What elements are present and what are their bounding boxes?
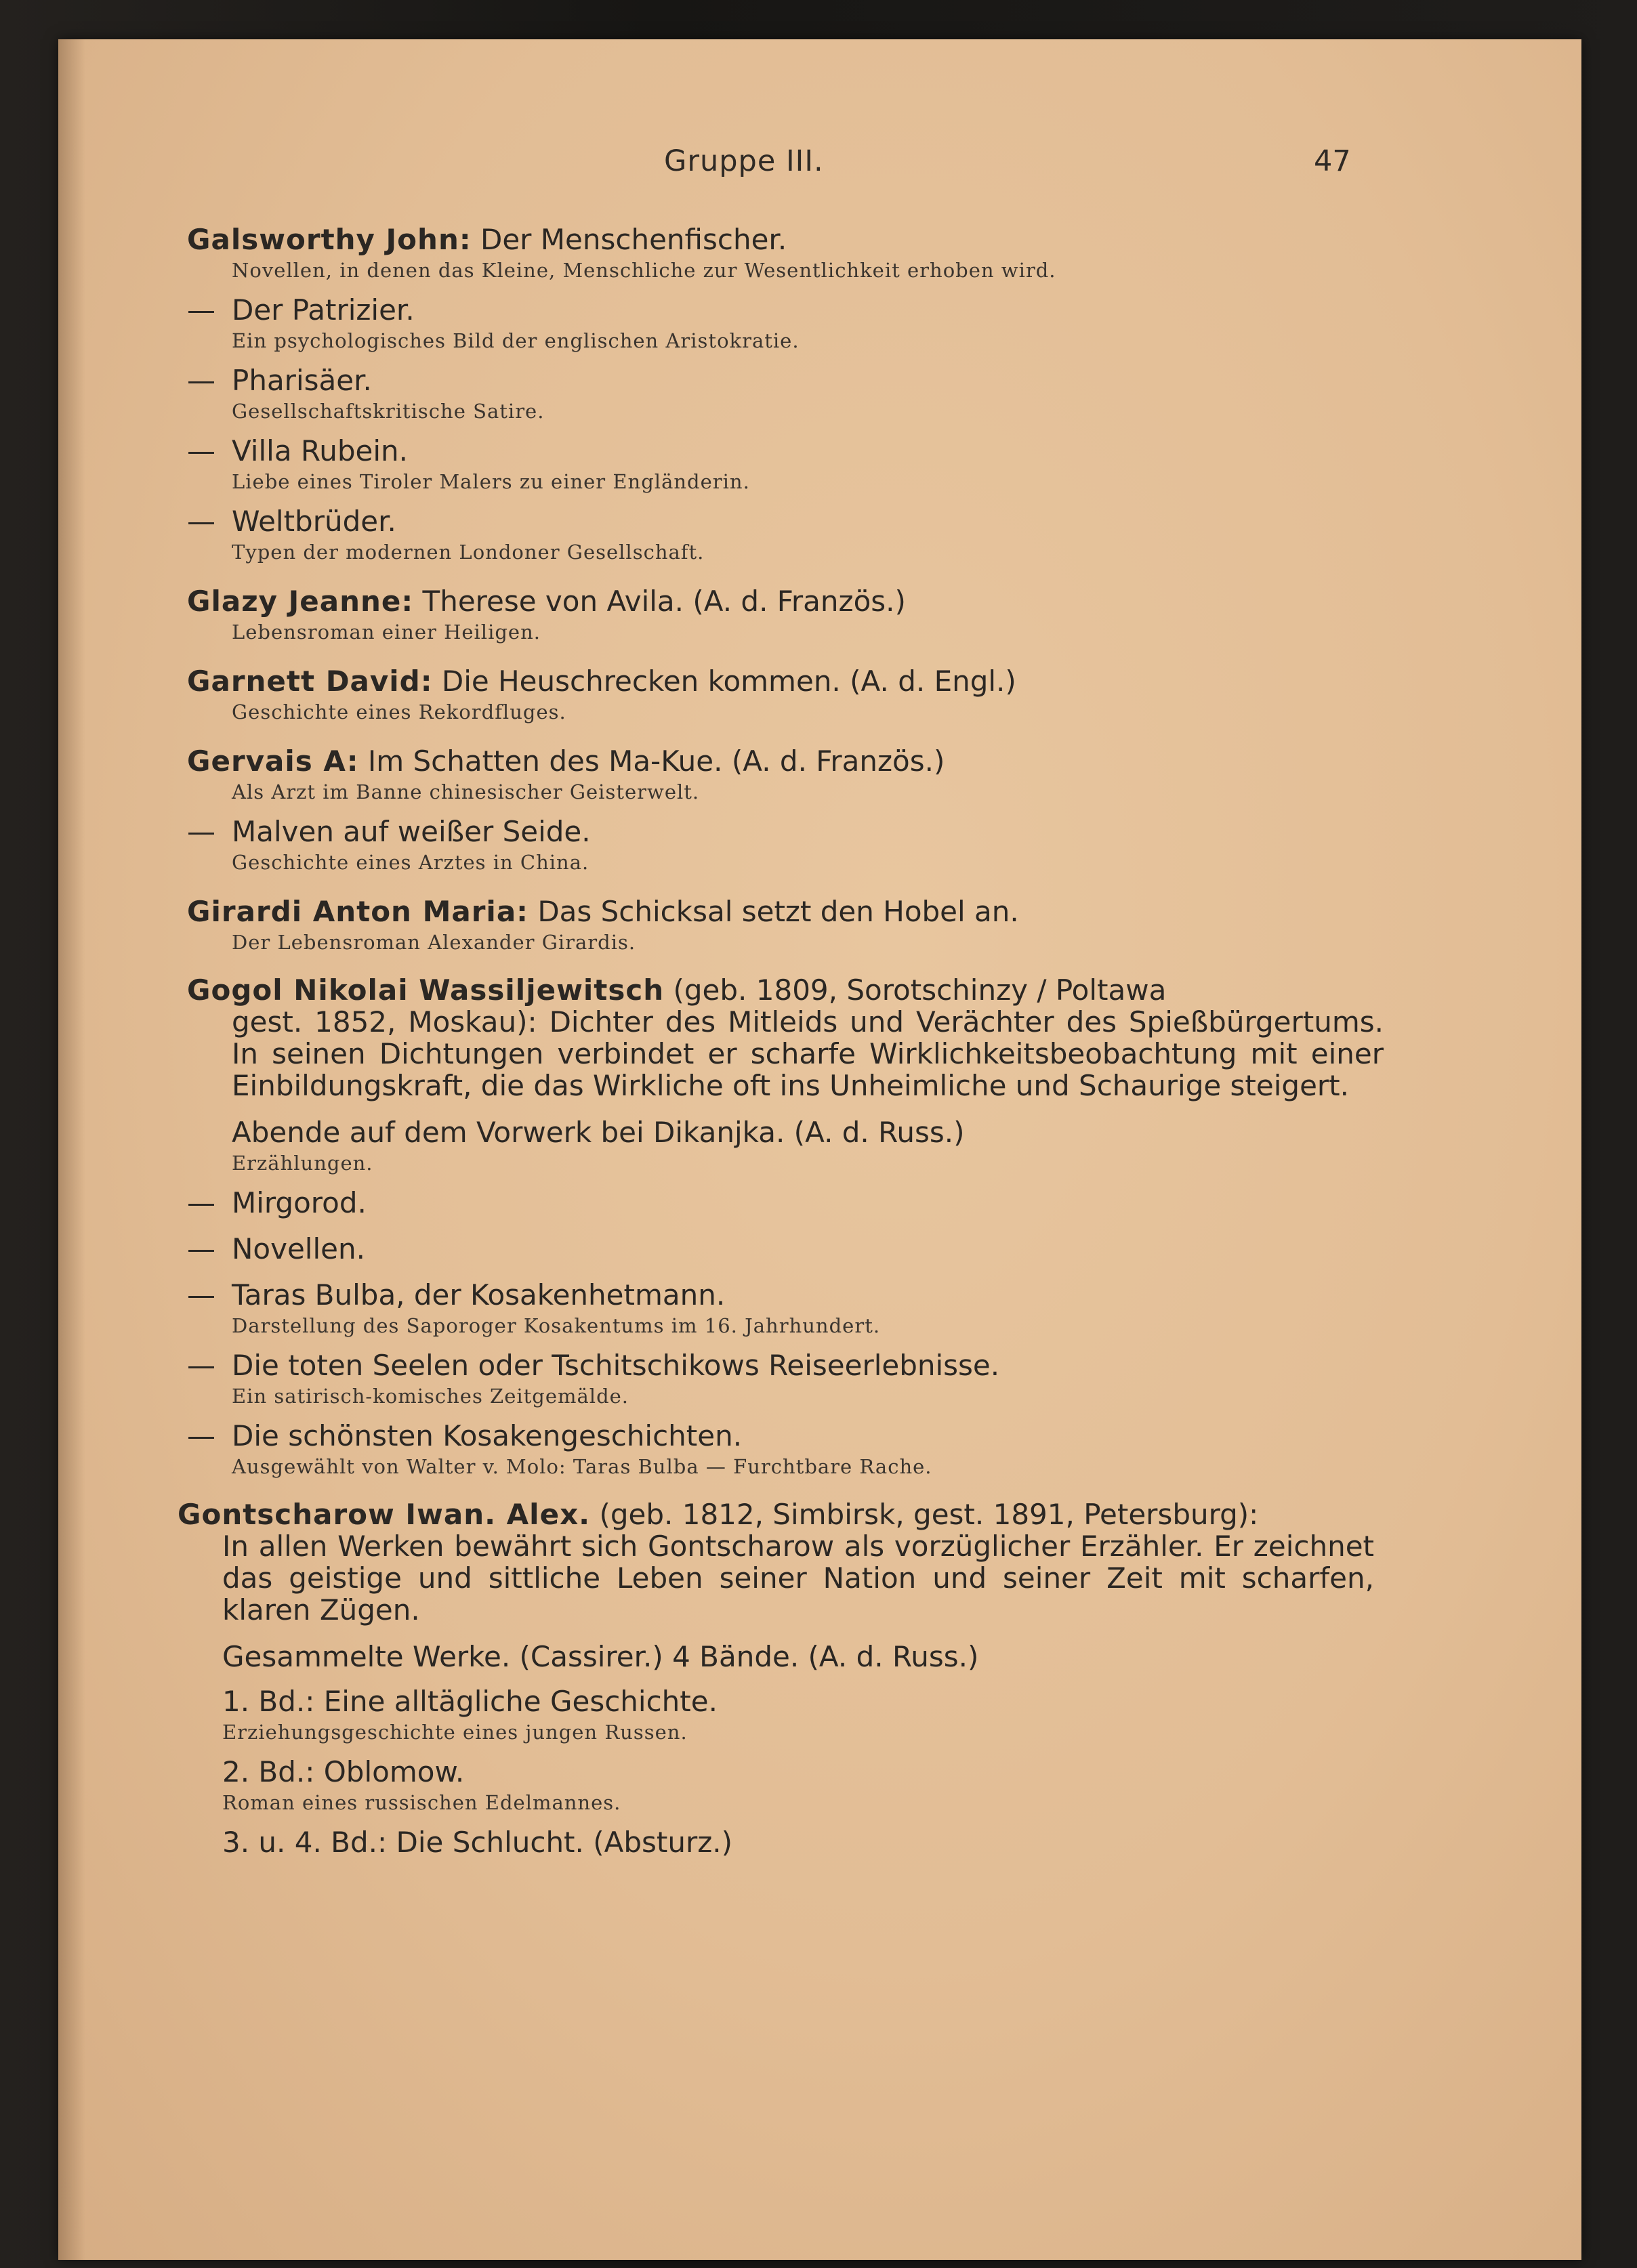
work-title: Die Heuschrecken kommen. (A. d. Engl.) [432, 665, 1016, 698]
book-page [58, 39, 1581, 2260]
work-title: Pharisäer. [232, 364, 372, 397]
work-line [187, 363, 1407, 398]
author-name: Girardi Anton Maria: [187, 895, 529, 928]
work-description: Ausgewählt von Walter v. Molo: Taras Bulba — Furchtbare Rache. [232, 1455, 932, 1478]
work-description: Ein psychologisches Bild der englischen Aristokratie. [232, 329, 800, 352]
work-title: Novellen. [232, 1232, 365, 1265]
work-description: Darstellung des Saporoger Kosakentums im 16. Jahrhundert. [232, 1314, 881, 1337]
author-biography: In allen Werken bewährt sich Gontscharow als vorzüglicher Erzähler. Er zeichnet das geistige und sittliche Leben seiner Nation und seiner Zeit mit scharfen, klaren Zügen. [222, 1530, 1374, 1626]
page-content [178, 222, 1407, 1879]
volume-title: 3. u. 4. Bd.: Die Schlucht. (Absturz.) [222, 1826, 733, 1859]
work-description: Novellen, in denen das Kleine, Menschliche zur Wesentlichkeit erhoben wird. [232, 259, 1056, 282]
volume-title: 1. Bd.: Eine alltägliche Geschichte. [222, 1685, 718, 1718]
work-description: Geschichte eines Arztes in China. [232, 851, 589, 874]
author-name: Gontscharow Iwan. Alex. [178, 1498, 591, 1531]
work-title: Die schönsten Kosakengeschichten. [232, 1419, 743, 1452]
author-name: Glazy Jeanne: [187, 585, 414, 618]
page-header [58, 144, 1581, 198]
work-description: Gesellschaftskritische Satire. [232, 400, 545, 423]
work-line [187, 1348, 1407, 1383]
work-title: Malven auf weißer Seide. [232, 815, 591, 848]
entry-galsworthy [187, 222, 1407, 565]
work-description: Lebensroman einer Heiligen. [232, 621, 541, 644]
entry-heading [178, 1498, 1374, 1530]
work-title: Abende auf dem Vorwerk bei Dikanjka. (A. d. Russ.) [232, 1116, 965, 1149]
entry-girardi [187, 894, 1407, 955]
work-description: Typen der modernen Londoner Gesellschaft. [232, 541, 705, 564]
work-line [187, 814, 1407, 849]
author-name: Gervais A: [187, 744, 359, 778]
work-description: Geschichte eines Rekordfluges. [232, 700, 566, 723]
page-number: 47 [1314, 144, 1351, 178]
work-title: Das Schicksal setzt den Hobel an. [528, 895, 1019, 928]
volume-description: Roman eines russischen Edelmannes. [222, 1791, 621, 1814]
work-title: Der Menschenfischer. [471, 223, 787, 256]
author-biography: gest. 1852, Moskau): Dichter des Mitleids und Verächter des Spießbürgertums. In seinen Dichtungen verbindet er scharfe Wirklichkeitsbeobachtung mit einer Einbildungskraft, die das Wirkliche oft ins Unheimliche und Schaurige steigert. [232, 1005, 1384, 1102]
collection-title: Gesammelte Werke. (Cassirer.) 4 Bände. (A. d. Russ.) [222, 1640, 979, 1673]
work-title: Villa Rubein. [232, 434, 408, 467]
work-description: Als Arzt im Banne chinesischer Geisterwelt. [232, 780, 700, 803]
work-title: Taras Bulba, der Kosakenhetmann. [232, 1278, 726, 1311]
entry-gogol [187, 974, 1407, 1479]
entry-heading [187, 744, 1407, 779]
work-description: Erzählungen. [232, 1152, 373, 1175]
dash: — [187, 1419, 215, 1452]
entry-gontscharow [178, 1498, 1407, 1860]
work-title: Die toten Seelen oder Tschitschikows Reiseerlebnisse. [232, 1349, 1000, 1382]
volume-title: 2. Bd.: Oblomow. [222, 1755, 465, 1788]
work-line [187, 504, 1407, 539]
entry-heading [187, 974, 1384, 1006]
work-title: Der Patrizier. [232, 293, 415, 327]
work-title: Weltbrüder. [232, 505, 396, 538]
work-line [187, 1232, 1407, 1267]
work-description: Ein satirisch-komisches Zeitgemälde. [232, 1385, 629, 1408]
work-title: Therese von Avila. (A. d. Französ.) [413, 585, 906, 618]
entry-gervais [187, 744, 1407, 875]
dash: — [187, 505, 215, 538]
entry-heading [187, 222, 1407, 257]
entry-glazy [187, 584, 1407, 645]
entry-garnett [187, 664, 1407, 725]
spine-shadow [58, 39, 85, 2260]
work-title: Mirgorod. [232, 1186, 367, 1219]
dash: — [187, 1186, 215, 1219]
work-line [187, 1185, 1407, 1221]
work-description: Liebe eines Tiroler Malers zu einer Engländerin. [232, 470, 750, 493]
dash: — [187, 815, 215, 848]
author-name: Garnett David: [187, 665, 433, 698]
running-head: Gruppe III. [664, 144, 824, 178]
work-description: Der Lebensroman Alexander Girardis. [232, 931, 636, 954]
dash: — [187, 1232, 215, 1265]
dash: — [187, 434, 215, 467]
dash: — [187, 1349, 215, 1382]
author-name: Galsworthy John: [187, 223, 472, 256]
entry-heading [187, 584, 1407, 619]
work-line [187, 1419, 1407, 1454]
dash: — [187, 293, 215, 327]
dash: — [187, 364, 215, 397]
work-line [187, 434, 1407, 469]
work-line [187, 293, 1407, 328]
author-biography-start: (geb. 1809, Sorotschinzy / Poltawa [664, 973, 1167, 1007]
dash: — [187, 1278, 215, 1311]
author-name: Gogol Nikolai Wassiljewitsch [187, 973, 665, 1007]
author-biography-start: (geb. 1812, Simbirsk, gest. 1891, Petersburg): [590, 1498, 1259, 1531]
entry-heading [187, 894, 1407, 929]
volume-description: Erziehungsgeschichte eines jungen Russen. [222, 1721, 688, 1744]
entry-heading [187, 664, 1407, 699]
work-line [187, 1278, 1407, 1313]
work-title: Im Schatten des Ma-Kue. (A. d. Französ.) [358, 744, 945, 778]
